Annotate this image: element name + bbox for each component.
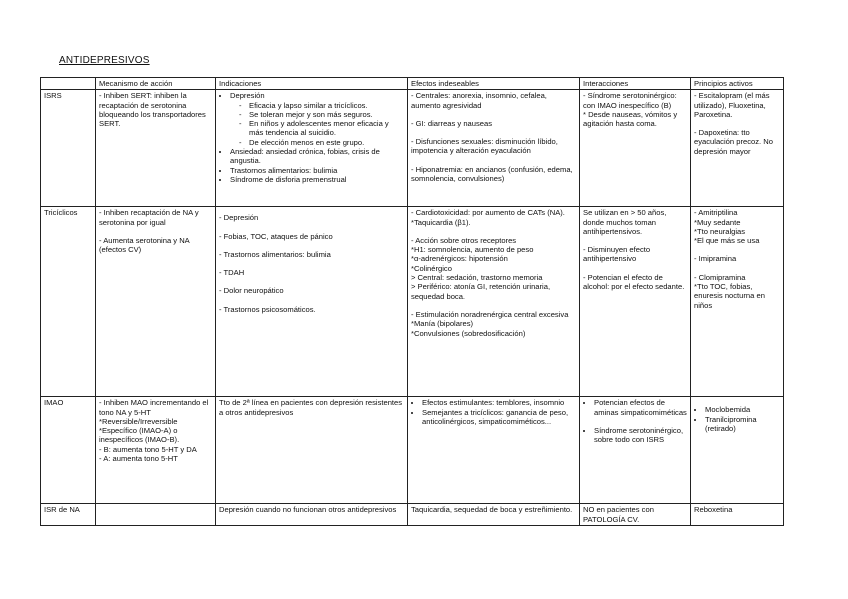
header-principios: Principios activos <box>691 78 784 90</box>
cell-paragraph: - Fobias, TOC, ataques de pánico <box>219 231 333 241</box>
cell-paragraph: - Inhiben MAO incrementando el tono NA y 5-HT *Reversible/Irreversible *Específico (IMAO-A) o inespecíficos (IMAO-B). - B: aumenta tono 5-HT y DA - A: aumenta tono 5-HT <box>99 398 209 464</box>
cell-paragraph: - Inhiben recaptación de NA y serotonina por igual <box>99 208 199 227</box>
table-row-triciclicos <box>41 207 784 397</box>
page-title: ANTIDEPRESIVOS <box>59 55 150 66</box>
list-item: • Ansiedad: ansiedad crónica, fobias, crisis de angustia. <box>230 147 404 166</box>
list-item: • Síndrome de disforia premenstrual <box>230 175 404 184</box>
row-label-triciclicos: Tricíclicos <box>41 207 96 397</box>
table-row-isrs <box>41 90 784 207</box>
isrna-principios: Reboxetina <box>691 504 784 526</box>
cell-paragraph: - Escitalopram (el más utilizado), Fluoxetina, Paroxetina. <box>694 91 770 119</box>
list-item: • Moclobemida <box>705 405 780 414</box>
imao-indicaciones: Tto de 2ª línea en pacientes con depresión resistentes a otros antidepresivos <box>216 397 408 504</box>
cell-paragraph: - Acción sobre otros receptores *H1: somnolencia, aumento de peso *α-adrenérgicos: hipotensión *Colinérgico > Central: sedación, trastorno memoria > Periférico: atonía GI, retención urinaria, sequedad boca. <box>411 235 551 301</box>
cell-paragraph: - Clomipramina *Tto TOC, fobias, enuresis nocturna en niños <box>694 272 765 310</box>
list-item: - Eficacia y lapso similar a tricíclicos. <box>249 101 404 110</box>
cell-paragraph: - Estimulación noradrenérgica central excesiva *Manía (bipolares) *Convulsiones (sobredosificación) <box>411 309 569 338</box>
imao-principios <box>691 397 784 504</box>
isrs-indicaciones <box>216 90 408 207</box>
cell-paragraph: - Disminuyen efecto antihipertensivo <box>583 245 651 264</box>
triciclicos-indicaciones <box>216 207 408 397</box>
cell-paragraph: - Síndrome serotoninérgico: con IMAO inespecífico (B) * Desde nauseas, vómitos y agitación hasta coma. <box>583 91 678 129</box>
cell-paragraph: - TDAH <box>219 268 245 278</box>
list-item: • Depresión - Eficacia y lapso similar a tricíclicos. - Se toleran mejor y son más seguros. - En niños y adolescentes menor eficacia y más tendencia al suicidio. - De elección menos en este grupo. <box>230 91 404 147</box>
imao-interacciones <box>580 397 691 504</box>
cell-paragraph: - Disfunciones sexuales: disminución líbido, impotencia y alteración eyaculación <box>411 137 558 156</box>
cell-paragraph: - Dolor neuropático <box>219 286 284 296</box>
table-row-isr-na <box>41 504 784 526</box>
header-mecanismo: Mecanismo de acción <box>96 78 216 90</box>
row-label-imao: IMAO <box>41 397 96 504</box>
list-item: • Semejantes a tricíclicos: ganancia de peso, anticolinérgicos, simpaticomiméticos... <box>422 408 576 427</box>
isrna-efectos: Taquicardia, sequedad de boca y estreñimiento. <box>408 504 580 526</box>
cell-paragraph: - Cardiotoxicidad: por aumento de CATs (NA). *Taquicardia (β1). <box>411 208 565 227</box>
isrna-interacciones: NO en pacientes con PATOLOGÍA CV. <box>580 504 691 526</box>
header-indicaciones: Indicaciones <box>216 78 408 90</box>
list-item: • Trastornos alimentarios: bulimia <box>230 166 404 175</box>
cell-paragraph: - GI: diarreas y nauseas <box>411 118 493 128</box>
isrs-principios <box>691 90 784 207</box>
header-cell-empty <box>41 78 96 90</box>
cell-paragraph: - Depresión <box>219 213 259 223</box>
triciclicos-interacciones <box>580 207 691 397</box>
isrna-mecanismo <box>96 504 216 526</box>
list-item: • Tranilcipromina (retirado) <box>705 415 780 434</box>
isrs-mecanismo: - Inhiben SERT: inhiben la recaptación de serotonina bloqueando los transportadores SERT. <box>96 90 216 207</box>
row-label-isr-na: ISR de NA <box>41 504 96 526</box>
cell-paragraph: - Trastornos psicosomáticos. <box>219 304 316 314</box>
cell-paragraph: Se utilizan en > 50 años, donde muchos toman antihipertensivos. <box>583 208 667 236</box>
cell-paragraph: - Dapoxetina: tto eyaculación precoz. No depresión mayor <box>694 128 773 156</box>
header-interacciones: Interacciones <box>580 78 691 90</box>
cell-paragraph: - Hiponatremia: en ancianos (confusión, edema, somnolencia, convulsiones) <box>411 164 573 184</box>
triciclicos-efectos <box>408 207 580 397</box>
list-item: - De elección menos en este grupo. <box>249 138 404 147</box>
table-row-imao <box>41 397 784 504</box>
list-item: - Se toleran mejor y son más seguros. <box>249 110 404 119</box>
row-label-isrs: ISRS <box>41 90 96 207</box>
cell-paragraph: - Amitriptilina *Muy sedante *Tto neuralgias *El que más se usa <box>694 208 760 246</box>
cell-paragraph: - Centrales: anorexia, insomnio, cefalea, aumento agresividad <box>411 91 547 110</box>
imao-mecanismo <box>96 397 216 504</box>
header-efectos: Efectos indeseables <box>408 78 580 90</box>
imao-efectos <box>408 397 580 504</box>
list-item: • Efectos estimulantes: temblores, insomnio <box>422 398 576 407</box>
isrs-interacciones <box>580 90 691 207</box>
list-item: • Potencian efectos de aminas simpaticomiméticas <box>594 398 687 417</box>
list-item: • Síndrome serotoninérgico, sobre todo con ISRS <box>594 426 687 445</box>
header-row <box>41 78 784 90</box>
triciclicos-mecanismo <box>96 207 216 397</box>
isrna-indicaciones: Depresión cuando no funcionan otros antidepresivos <box>216 504 408 526</box>
cell-paragraph: - Trastornos alimentarios: bulimia <box>219 249 331 259</box>
cell-paragraph: - Potencian el efecto de alcohol: por el efecto sedante. <box>583 272 685 292</box>
cell-paragraph: - Aumenta serotonina y NA (efectos CV) <box>99 235 190 255</box>
antidepressants-table <box>40 77 784 526</box>
triciclicos-principios <box>691 207 784 397</box>
isrs-efectos <box>408 90 580 207</box>
cell-paragraph: - Imipramina <box>694 254 737 264</box>
list-item: - En niños y adolescentes menor eficacia y más tendencia al suicidio. <box>249 119 404 138</box>
